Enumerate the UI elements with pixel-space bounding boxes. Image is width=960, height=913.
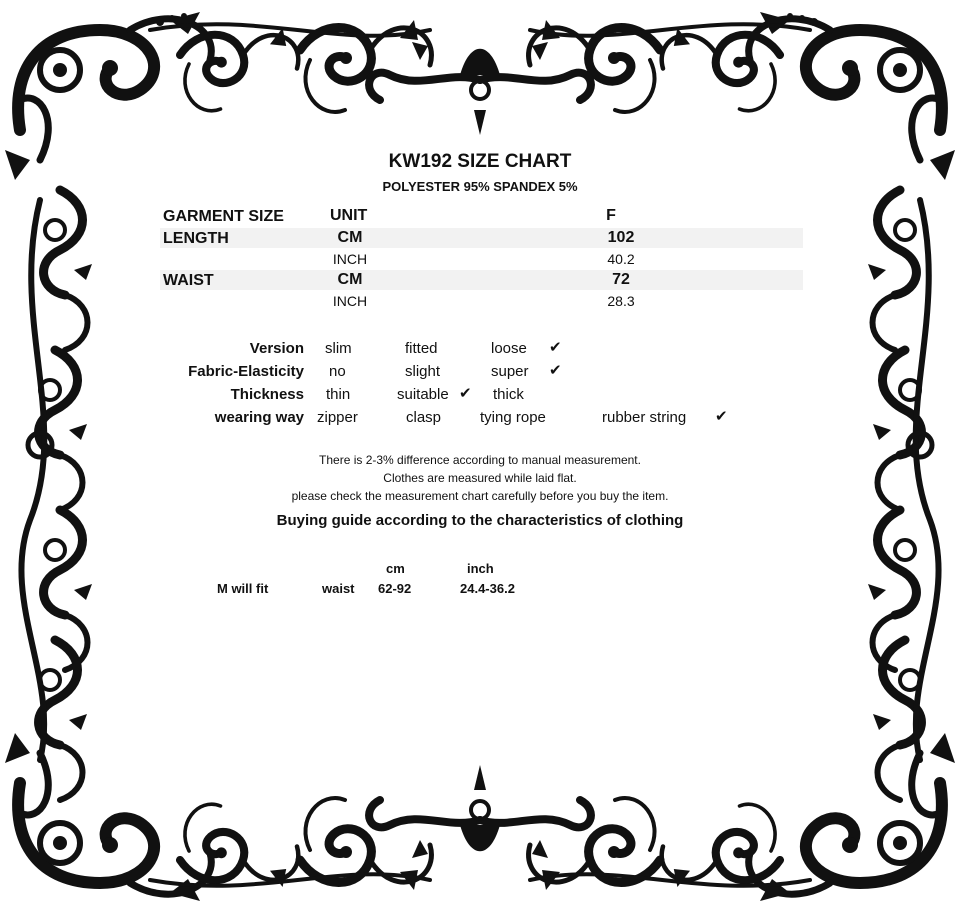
guide-measure: waist — [322, 581, 355, 596]
check-icon: ✔ — [459, 385, 472, 402]
row-unit-inch: INCH — [332, 251, 368, 267]
header-size-f: F — [606, 207, 616, 224]
attr-label-thickness: Thickness — [230, 386, 304, 403]
attr-label-elasticity: Fabric-Elasticity — [188, 363, 304, 380]
guide-fit-label: M will fit — [217, 581, 269, 596]
attr-option: fitted — [405, 340, 438, 357]
check-icon: ✔ — [715, 408, 728, 425]
row-band-length — [160, 228, 803, 248]
attr-option: thick — [493, 386, 524, 403]
row-unit-inch: INCH — [332, 293, 368, 309]
buying-guide-title: Buying guide according to the characteristics of clothing — [276, 512, 684, 529]
attr-label-version: Version — [249, 340, 304, 357]
note-laid-flat: Clothes are measured while laid flat. — [383, 471, 577, 485]
attr-option: suitable — [397, 386, 449, 403]
attr-option: slight — [405, 363, 441, 380]
row-value-length-cm: 102 — [607, 229, 635, 246]
attr-option: tying rope — [480, 409, 546, 426]
attr-option: rubber string — [602, 409, 687, 426]
check-icon: ✔ — [549, 339, 562, 356]
header-garment-size: GARMENT SIZE — [163, 208, 284, 225]
row-unit-cm: CM — [337, 271, 363, 288]
guide-inch-range: 24.4-36.2 — [460, 581, 515, 596]
row-label-length: LENGTH — [163, 230, 229, 247]
guide-col-inch: inch — [467, 561, 494, 576]
material-subtitle: POLYESTER 95% SPANDEX 5% — [382, 179, 578, 194]
note-difference: There is 2-3% difference according to manual measurement. — [319, 453, 641, 467]
guide-col-cm: cm — [386, 561, 405, 576]
page-title: KW192 SIZE CHART — [388, 151, 572, 172]
attr-option: zipper — [317, 409, 358, 426]
attr-option: slim — [325, 340, 352, 357]
row-value-length-inch: 40.2 — [607, 251, 635, 267]
row-value-waist-cm: 72 — [612, 271, 630, 288]
attr-option: clasp — [406, 409, 442, 426]
attr-option: thin — [326, 386, 351, 403]
row-label-waist: WAIST — [163, 272, 214, 289]
check-icon: ✔ — [549, 362, 562, 379]
attr-option: loose — [491, 340, 527, 357]
header-unit: UNIT — [330, 207, 368, 224]
attr-option: no — [329, 363, 346, 380]
note-check-chart: please check the measurement chart carefully before you buy the item. — [291, 489, 669, 503]
row-band-waist — [160, 270, 803, 290]
row-value-waist-inch: 28.3 — [607, 293, 635, 309]
row-unit-cm: CM — [337, 229, 363, 246]
attr-option: super — [491, 363, 529, 380]
attr-label-wearing-way: wearing way — [214, 409, 304, 426]
guide-cm-range: 62-92 — [378, 581, 412, 596]
